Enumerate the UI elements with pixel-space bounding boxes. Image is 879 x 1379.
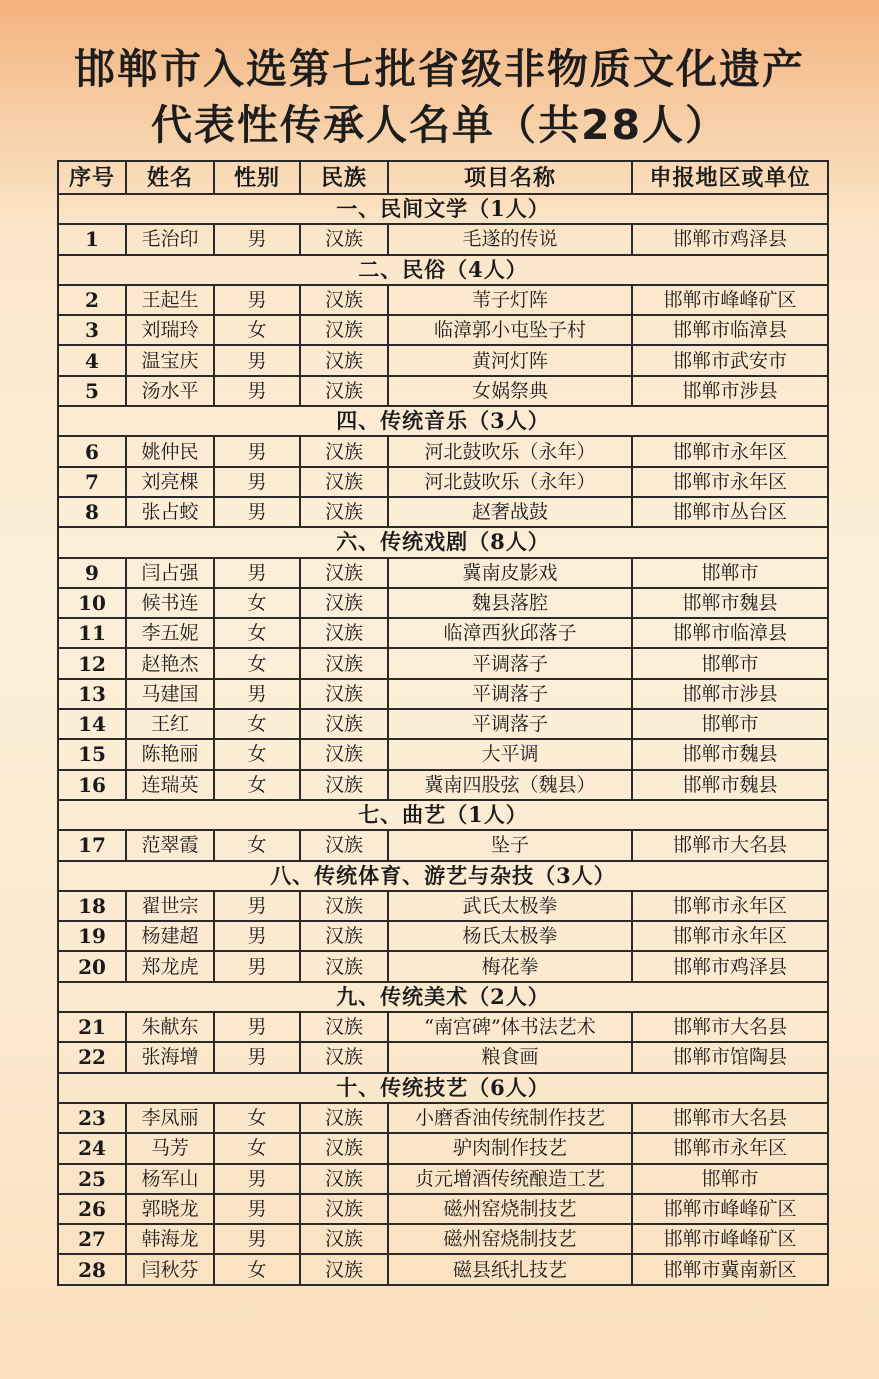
section-heading: 二、民俗（4人） (58, 255, 828, 285)
project-cell: 苇子灯阵 (388, 285, 632, 315)
ethnicity-cell: 汉族 (300, 1042, 388, 1072)
section-row (58, 1073, 828, 1103)
region-cell: 邯郸市 (632, 648, 828, 678)
gender-cell: 女 (214, 648, 300, 678)
section-heading: 十、传统技艺（6人） (58, 1073, 828, 1103)
project-cell: 武氏太极拳 (388, 891, 632, 921)
region-cell: 邯郸市永年区 (632, 467, 828, 497)
ethnicity-cell: 汉族 (300, 558, 388, 588)
ethnicity-cell: 汉族 (300, 1224, 388, 1254)
table-row (58, 1103, 828, 1133)
number-cell: 24 (58, 1133, 126, 1163)
region-cell: 邯郸市涉县 (632, 376, 828, 406)
project-cell: 冀南四股弦（魏县） (388, 770, 632, 800)
region-cell: 邯郸市峰峰矿区 (632, 1194, 828, 1224)
gender-cell: 女 (214, 588, 300, 618)
region-cell: 邯郸市永年区 (632, 921, 828, 951)
region-cell: 邯郸市涉县 (632, 679, 828, 709)
table-row (58, 1194, 828, 1224)
region-cell: 邯郸市鸡泽县 (632, 224, 828, 254)
gender-cell: 女 (214, 1133, 300, 1163)
number-cell: 15 (58, 739, 126, 769)
gender-cell: 男 (214, 891, 300, 921)
ethnicity-cell: 汉族 (300, 1103, 388, 1133)
table-row (58, 588, 828, 618)
project-cell: 河北鼓吹乐（永年） (388, 467, 632, 497)
table-row (58, 1133, 828, 1163)
gender-cell: 男 (214, 497, 300, 527)
header-cell: 性别 (214, 161, 300, 194)
ethnicity-cell: 汉族 (300, 618, 388, 648)
header-cell: 民族 (300, 161, 388, 194)
number-cell: 27 (58, 1224, 126, 1254)
gender-cell: 女 (214, 1103, 300, 1133)
table-row (58, 1042, 828, 1072)
name-cell: 汤水平 (126, 376, 214, 406)
name-cell: 马建国 (126, 679, 214, 709)
ethnicity-cell: 汉族 (300, 891, 388, 921)
region-cell: 邯郸市大名县 (632, 830, 828, 860)
project-cell: 冀南皮影戏 (388, 558, 632, 588)
project-cell: 毛遂的传说 (388, 224, 632, 254)
name-cell: 赵艳杰 (126, 648, 214, 678)
gender-cell: 女 (214, 315, 300, 345)
page-subtitle: 代表性传承人名单（共28人） (150, 101, 729, 149)
name-cell: 翟世宗 (126, 891, 214, 921)
ethnicity-cell: 汉族 (300, 1133, 388, 1163)
number-cell: 1 (58, 224, 126, 254)
region-cell: 邯郸市冀南新区 (632, 1254, 828, 1284)
gender-cell: 男 (214, 1164, 300, 1194)
name-cell: 闫占强 (126, 558, 214, 588)
number-cell: 2 (58, 285, 126, 315)
project-cell: “南宫碑”体书法艺术 (388, 1012, 632, 1042)
number-cell: 28 (58, 1254, 126, 1284)
number-cell: 22 (58, 1042, 126, 1072)
project-cell: 坠子 (388, 830, 632, 860)
ethnicity-cell: 汉族 (300, 1164, 388, 1194)
number-cell: 13 (58, 679, 126, 709)
region-cell: 邯郸市馆陶县 (632, 1042, 828, 1072)
gender-cell: 男 (214, 679, 300, 709)
gender-cell: 女 (214, 618, 300, 648)
table-row (58, 224, 828, 254)
project-cell: 贞元增酒传统酿造工艺 (388, 1164, 632, 1194)
number-cell: 21 (58, 1012, 126, 1042)
region-cell: 邯郸市永年区 (632, 891, 828, 921)
number-cell: 25 (58, 1164, 126, 1194)
section-row (58, 861, 828, 891)
region-cell: 邯郸市峰峰矿区 (632, 285, 828, 315)
number-cell: 17 (58, 830, 126, 860)
name-cell: 杨建超 (126, 921, 214, 951)
project-cell: 磁县纸扎技艺 (388, 1254, 632, 1284)
gender-cell: 男 (214, 1042, 300, 1072)
name-cell: 刘亮棵 (126, 467, 214, 497)
header-cell: 序号 (58, 161, 126, 194)
region-cell: 邯郸市峰峰矿区 (632, 1224, 828, 1254)
project-cell: 河北鼓吹乐（永年） (388, 436, 632, 466)
region-cell: 邯郸市魏县 (632, 739, 828, 769)
ethnicity-cell: 汉族 (300, 1012, 388, 1042)
section-heading: 一、民间文学（1人） (58, 194, 828, 224)
header-cell: 姓名 (126, 161, 214, 194)
table-row (58, 558, 828, 588)
gender-cell: 女 (214, 709, 300, 739)
name-cell: 范翠霞 (126, 830, 214, 860)
gender-cell: 男 (214, 1194, 300, 1224)
inheritor-table (57, 160, 829, 1286)
number-cell: 18 (58, 891, 126, 921)
ethnicity-cell: 汉族 (300, 345, 388, 375)
table-row (58, 739, 828, 769)
table-body (58, 194, 828, 1285)
gender-cell: 男 (214, 951, 300, 981)
table-row (58, 315, 828, 345)
gender-cell: 男 (214, 1012, 300, 1042)
ethnicity-cell: 汉族 (300, 770, 388, 800)
ethnicity-cell: 汉族 (300, 467, 388, 497)
section-row (58, 255, 828, 285)
table-row (58, 1164, 828, 1194)
header-cell: 申报地区或单位 (632, 161, 828, 194)
region-cell: 邯郸市 (632, 558, 828, 588)
number-cell: 3 (58, 315, 126, 345)
table-row (58, 921, 828, 951)
number-cell: 14 (58, 709, 126, 739)
ethnicity-cell: 汉族 (300, 285, 388, 315)
section-heading: 七、曲艺（1人） (58, 800, 828, 830)
table-row (58, 891, 828, 921)
gender-cell: 男 (214, 376, 300, 406)
number-cell: 23 (58, 1103, 126, 1133)
table-row (58, 770, 828, 800)
gender-cell: 女 (214, 770, 300, 800)
table-row (58, 618, 828, 648)
name-cell: 杨军山 (126, 1164, 214, 1194)
name-cell: 张占蛟 (126, 497, 214, 527)
name-cell: 王起生 (126, 285, 214, 315)
project-cell: 磁州窑烧制技艺 (388, 1224, 632, 1254)
name-cell: 韩海龙 (126, 1224, 214, 1254)
number-cell: 20 (58, 951, 126, 981)
name-cell: 姚仲民 (126, 436, 214, 466)
number-cell: 26 (58, 1194, 126, 1224)
ethnicity-cell: 汉族 (300, 315, 388, 345)
table-header-row (58, 161, 828, 194)
number-cell: 4 (58, 345, 126, 375)
ethnicity-cell: 汉族 (300, 1254, 388, 1284)
region-cell: 邯郸市丛台区 (632, 497, 828, 527)
region-cell: 邯郸市 (632, 709, 828, 739)
table-row (58, 376, 828, 406)
number-cell: 5 (58, 376, 126, 406)
ethnicity-cell: 汉族 (300, 648, 388, 678)
project-cell: 粮食画 (388, 1042, 632, 1072)
name-cell: 闫秋芬 (126, 1254, 214, 1284)
gender-cell: 男 (214, 345, 300, 375)
project-cell: 驴肉制作技艺 (388, 1133, 632, 1163)
number-cell: 9 (58, 558, 126, 588)
region-cell: 邯郸市临漳县 (632, 618, 828, 648)
name-cell: 郑龙虎 (126, 951, 214, 981)
table-row (58, 679, 828, 709)
region-cell: 邯郸市永年区 (632, 436, 828, 466)
number-cell: 11 (58, 618, 126, 648)
gender-cell: 女 (214, 739, 300, 769)
gender-cell: 男 (214, 921, 300, 951)
region-cell: 邯郸市武安市 (632, 345, 828, 375)
number-cell: 8 (58, 497, 126, 527)
gender-cell: 男 (214, 285, 300, 315)
table-row (58, 648, 828, 678)
name-cell: 毛治印 (126, 224, 214, 254)
project-cell: 磁州窑烧制技艺 (388, 1194, 632, 1224)
ethnicity-cell: 汉族 (300, 921, 388, 951)
section-heading: 六、传统戏剧（8人） (58, 527, 828, 557)
section-row (58, 527, 828, 557)
region-cell: 邯郸市大名县 (632, 1012, 828, 1042)
gender-cell: 女 (214, 830, 300, 860)
project-cell: 平调落子 (388, 648, 632, 678)
name-cell: 温宝庆 (126, 345, 214, 375)
gender-cell: 女 (214, 1254, 300, 1284)
project-cell: 平调落子 (388, 679, 632, 709)
name-cell: 马芳 (126, 1133, 214, 1163)
ethnicity-cell: 汉族 (300, 679, 388, 709)
number-cell: 7 (58, 467, 126, 497)
ethnicity-cell: 汉族 (300, 830, 388, 860)
gender-cell: 男 (214, 467, 300, 497)
ethnicity-cell: 汉族 (300, 739, 388, 769)
table-row (58, 285, 828, 315)
ethnicity-cell: 汉族 (300, 436, 388, 466)
gender-cell: 男 (214, 436, 300, 466)
name-cell: 郭晓龙 (126, 1194, 214, 1224)
table-row (58, 1224, 828, 1254)
name-cell: 连瑞英 (126, 770, 214, 800)
section-row (58, 406, 828, 436)
region-cell: 邯郸市临漳县 (632, 315, 828, 345)
table-row (58, 830, 828, 860)
project-cell: 魏县落腔 (388, 588, 632, 618)
name-cell: 陈艳丽 (126, 739, 214, 769)
ethnicity-cell: 汉族 (300, 951, 388, 981)
project-cell: 杨氏太极拳 (388, 921, 632, 951)
ethnicity-cell: 汉族 (300, 709, 388, 739)
gender-cell: 男 (214, 224, 300, 254)
name-cell: 张海增 (126, 1042, 214, 1072)
ethnicity-cell: 汉族 (300, 1194, 388, 1224)
name-cell: 李五妮 (126, 618, 214, 648)
project-cell: 临漳郭小屯坠子村 (388, 315, 632, 345)
project-cell: 女娲祭典 (388, 376, 632, 406)
number-cell: 12 (58, 648, 126, 678)
gender-cell: 男 (214, 1224, 300, 1254)
table-row (58, 1254, 828, 1284)
region-cell: 邯郸市大名县 (632, 1103, 828, 1133)
project-cell: 黄河灯阵 (388, 345, 632, 375)
table-row (58, 951, 828, 981)
region-cell: 邯郸市魏县 (632, 588, 828, 618)
project-cell: 平调落子 (388, 709, 632, 739)
gender-cell: 男 (214, 558, 300, 588)
ethnicity-cell: 汉族 (300, 376, 388, 406)
section-heading: 八、传统体育、游艺与杂技（3人） (58, 861, 828, 891)
number-cell: 16 (58, 770, 126, 800)
table-row (58, 436, 828, 466)
section-heading: 九、传统美术（2人） (58, 982, 828, 1012)
ethnicity-cell: 汉族 (300, 497, 388, 527)
project-cell: 大平调 (388, 739, 632, 769)
project-cell: 梅花拳 (388, 951, 632, 981)
region-cell: 邯郸市魏县 (632, 770, 828, 800)
table-row (58, 1012, 828, 1042)
project-cell: 赵奢战鼓 (388, 497, 632, 527)
number-cell: 10 (58, 588, 126, 618)
ethnicity-cell: 汉族 (300, 588, 388, 618)
table-row (58, 345, 828, 375)
name-cell: 候书连 (126, 588, 214, 618)
region-cell: 邯郸市鸡泽县 (632, 951, 828, 981)
project-cell: 小磨香油传统制作技艺 (388, 1103, 632, 1133)
name-cell: 李凤丽 (126, 1103, 214, 1133)
ethnicity-cell: 汉族 (300, 224, 388, 254)
section-heading: 四、传统音乐（3人） (58, 406, 828, 436)
region-cell: 邯郸市永年区 (632, 1133, 828, 1163)
table-row (58, 467, 828, 497)
page-title: 邯郸市入选第七批省级非物质文化遗产 (74, 45, 805, 93)
header-cell: 项目名称 (388, 161, 632, 194)
number-cell: 6 (58, 436, 126, 466)
name-cell: 王红 (126, 709, 214, 739)
region-cell: 邯郸市 (632, 1164, 828, 1194)
table-row (58, 709, 828, 739)
name-cell: 刘瑞玲 (126, 315, 214, 345)
project-cell: 临漳西狄邱落子 (388, 618, 632, 648)
section-row (58, 800, 828, 830)
table-row (58, 497, 828, 527)
name-cell: 朱献东 (126, 1012, 214, 1042)
section-row (58, 982, 828, 1012)
section-row (58, 194, 828, 224)
number-cell: 19 (58, 921, 126, 951)
